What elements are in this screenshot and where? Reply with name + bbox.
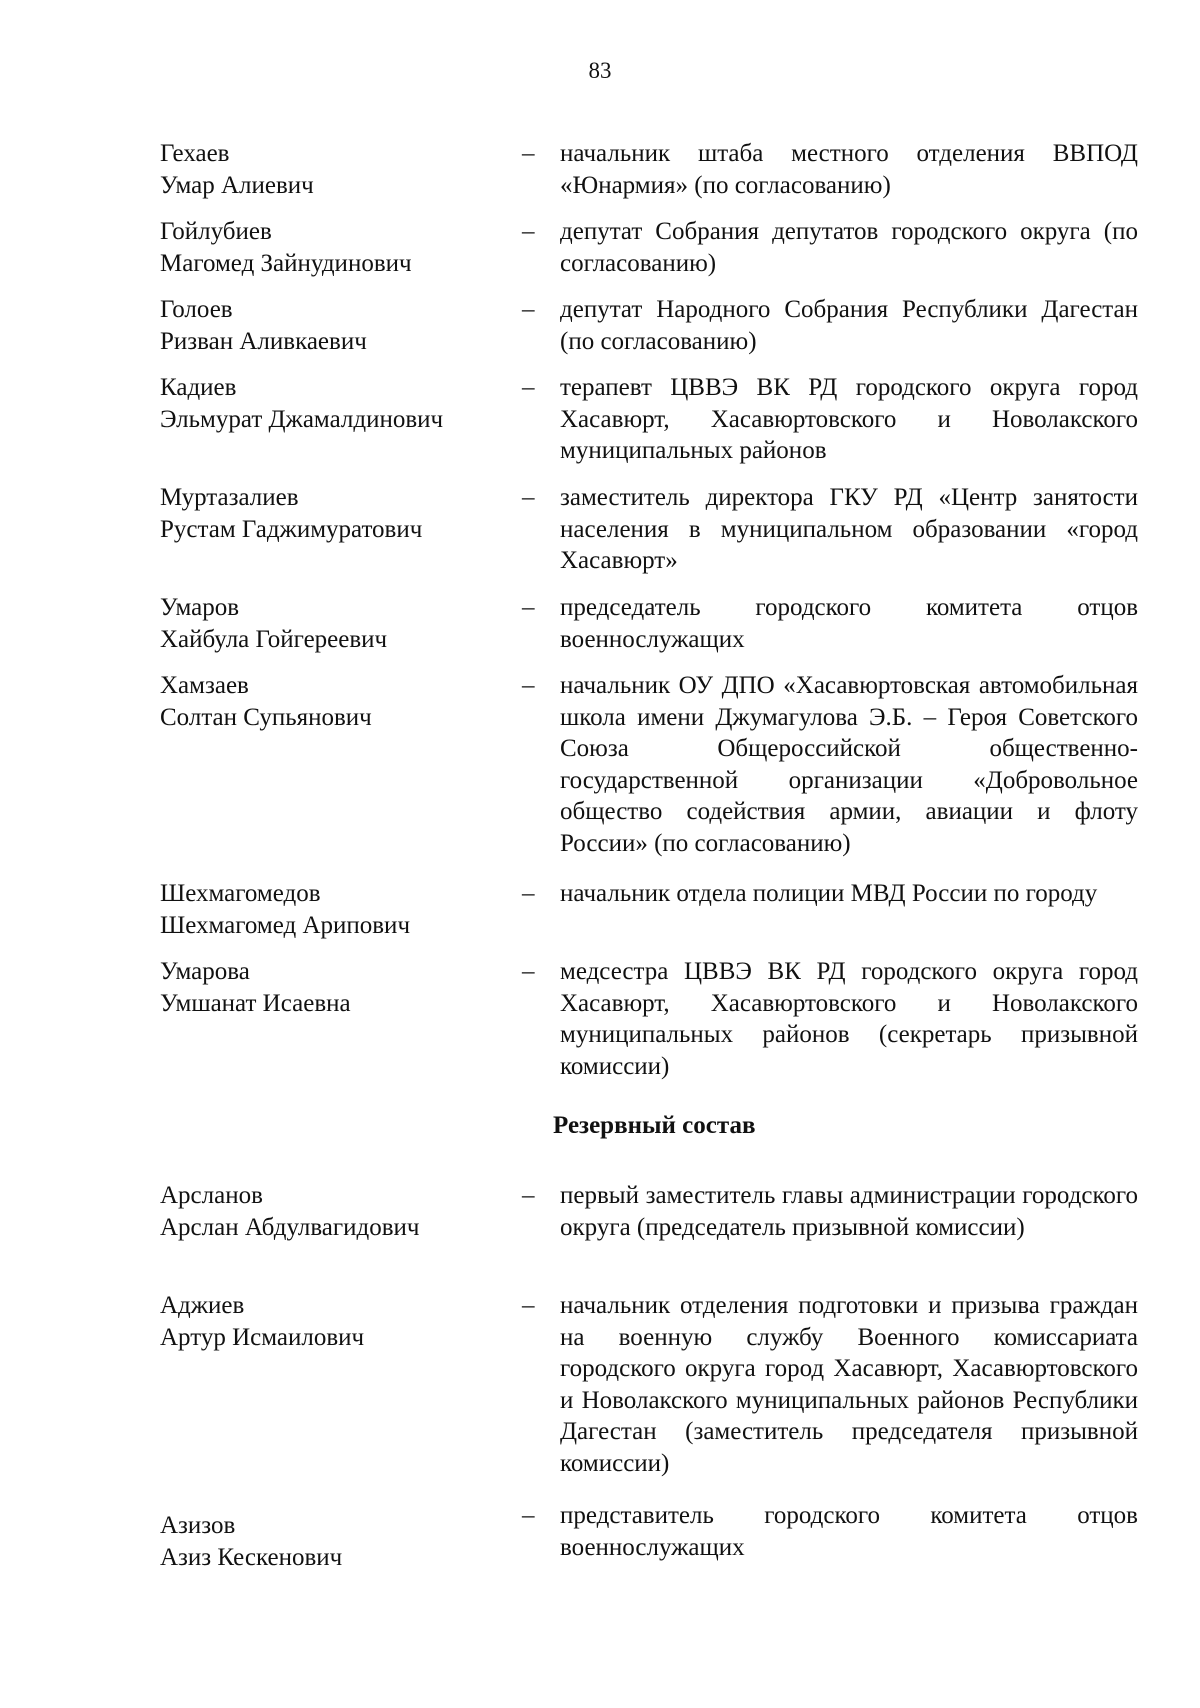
member-name xyxy=(160,956,520,1019)
dash: – xyxy=(522,672,535,699)
member-name xyxy=(160,294,520,357)
reserve-section-title: Резервный состав xyxy=(553,1112,756,1139)
member-surname: Муртазалиев xyxy=(160,484,299,511)
member-description: терапевт ЦВВЭ ВК РД городского округа город Хасавюрт, Хасавюртовского и Новолакского муниципальных районов xyxy=(560,374,1138,464)
member-surname: Голоев xyxy=(160,296,233,323)
member-given-name: Умар Алиевич xyxy=(160,171,314,199)
member-name xyxy=(160,878,520,941)
member-surname: Умаров xyxy=(160,594,240,621)
member-given-name: Магомед Зайнудинович xyxy=(160,249,412,277)
member-description: начальник отдела полиции МВД России по городу xyxy=(560,880,1098,907)
dash: – xyxy=(522,374,535,401)
dash: – xyxy=(522,594,535,621)
member-given-name: Азиз Кескенович xyxy=(160,1543,343,1571)
dash: – xyxy=(522,1502,535,1529)
member-surname: Гойлубиев xyxy=(160,218,272,245)
member-surname: Аджиев xyxy=(160,1292,245,1319)
dash: – xyxy=(522,958,535,985)
member-description: начальник штаба местного отделения ВВПОД «Юнармия» (по согласованию) xyxy=(560,140,1138,199)
page-number: 83 xyxy=(588,58,612,83)
dash: – xyxy=(522,1292,535,1319)
member-name xyxy=(160,1290,520,1353)
member-surname: Хамзаев xyxy=(160,672,249,699)
member-description: заместитель директора ГКУ РД «Центр занятости населения в муниципальном образовании «город Хасавюрт» xyxy=(560,484,1138,574)
member-given-name: Хайбула Гойгереевич xyxy=(160,625,388,653)
member-description: первый заместитель главы администрации городского округа (председатель призывной комиссии) xyxy=(560,1182,1138,1241)
dash: – xyxy=(522,880,535,907)
member-name xyxy=(160,216,520,279)
dash: – xyxy=(522,296,535,323)
member-surname: Арсланов xyxy=(160,1182,263,1209)
member-given-name: Эльмурат Джамалдинович xyxy=(160,405,444,433)
member-name xyxy=(160,592,520,655)
member-given-name: Солтан Супьянович xyxy=(160,703,372,731)
member-given-name: Артур Исмаилович xyxy=(160,1323,365,1351)
member-given-name: Рустам Гаджимуратович xyxy=(160,515,423,543)
member-surname: Гехаев xyxy=(160,140,230,167)
member-description: медсестра ЦВВЭ ВК РД городского округа город Хасавюрт, Хасавюртовского и Новолакского муниципальных районов (секретарь призывной комиссии) xyxy=(560,958,1138,1080)
member-given-name: Шехмагомед Арипович xyxy=(160,911,411,939)
member-given-name: Умшанат Исаевна xyxy=(160,989,351,1017)
dash: – xyxy=(522,218,535,245)
member-surname: Кадиев xyxy=(160,374,237,401)
member-surname: Умарова xyxy=(160,958,250,985)
member-surname: Азизов xyxy=(160,1512,236,1539)
member-description: начальник ОУ ДПО «Хасавюртовская автомобильная школа имени Джумагулова Э.Б. – Героя Советского Союза Общероссийской общественно-государственной организации «Добровольное общество содействия армии, авиации и флоту России» (по согласованию) xyxy=(560,672,1138,857)
member-name xyxy=(160,1510,520,1573)
dash: – xyxy=(522,484,535,511)
member-given-name: Арслан Абдулвагидович xyxy=(160,1213,420,1241)
member-description: представитель городского комитета отцов военнослужащих xyxy=(560,1502,1138,1561)
member-name xyxy=(160,138,520,201)
member-description: председатель городского комитета отцов военнослужащих xyxy=(560,594,1138,653)
member-surname: Шехмагомедов xyxy=(160,880,321,907)
member-name xyxy=(160,1180,520,1243)
member-name xyxy=(160,670,520,733)
member-description: депутат Народного Собрания Республики Дагестан (по согласованию) xyxy=(560,296,1138,355)
member-name xyxy=(160,372,520,435)
member-name xyxy=(160,482,520,545)
dash: – xyxy=(522,140,535,167)
member-description: депутат Собрания депутатов городского округа (по согласованию) xyxy=(560,218,1138,277)
dash: – xyxy=(522,1182,535,1209)
member-given-name: Ризван Аливкаевич xyxy=(160,327,367,355)
member-description: начальник отделения подготовки и призыва граждан на военную службу Военного комиссариата городского округа город Хасавюрт, Хасавюртовского и Новолакского муниципальных районов Республики Дагестан (заместитель председателя призывной комиссии) xyxy=(560,1292,1138,1477)
